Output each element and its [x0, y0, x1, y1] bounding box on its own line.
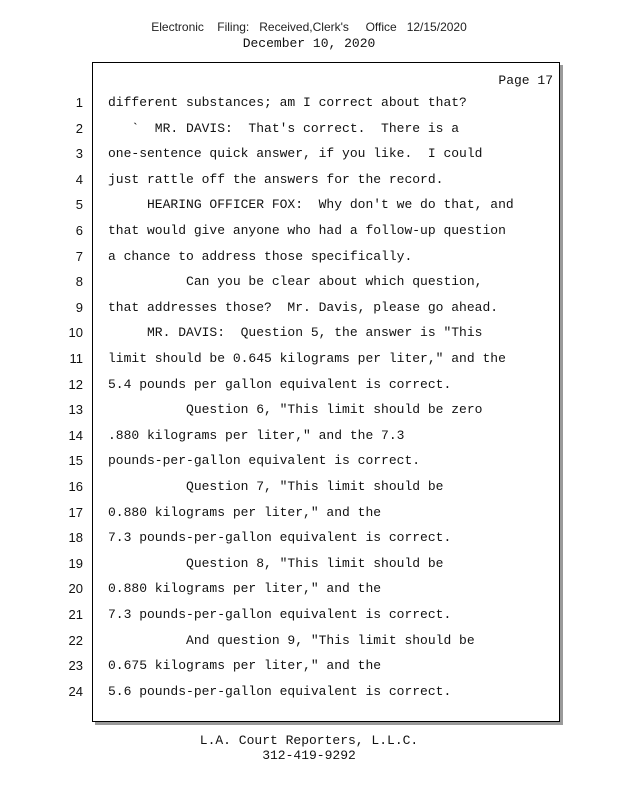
- line-number: 3: [75, 146, 83, 162]
- line-number: 20: [68, 581, 83, 597]
- transcript-line: [68, 683, 559, 706]
- line-number: 19: [68, 555, 83, 571]
- line-text: that would give anyone who had a follow-up question: [108, 223, 506, 238]
- line-text: 5.4 pounds per gallon equivalent is correct.: [108, 376, 452, 392]
- line-text: ` MR. DAVIS: That's correct. There is a: [108, 120, 460, 136]
- line-text: 5.6 pounds-per-gallon equivalent is correct.: [108, 683, 452, 699]
- transcript-line: [68, 658, 559, 680]
- line-number: 9: [75, 299, 83, 315]
- line-number: 14: [68, 427, 83, 443]
- transcript-line: [75, 197, 559, 219]
- line-number: 13: [68, 402, 83, 418]
- line-text: pounds-per-gallon equivalent is correct.: [108, 453, 421, 469]
- transcript-lines: [68, 63, 559, 721]
- line-number: 6: [75, 223, 83, 238]
- line-text: 0.880 kilograms per liter," and the: [108, 504, 382, 520]
- transcript-line: [68, 632, 559, 655]
- transcript-line: [75, 248, 559, 271]
- transcript-line: [68, 402, 559, 424]
- transcript-line: [75, 299, 559, 322]
- transcript-line: [75, 171, 559, 194]
- transcript-line: [68, 504, 559, 527]
- line-text: different substances; am I correct about that?: [108, 95, 467, 110]
- line-text: one-sentence quick answer, if you like. I could: [108, 146, 483, 162]
- line-number: 1: [75, 95, 83, 110]
- transcript-line: [68, 555, 559, 578]
- transcript-line: [68, 427, 559, 450]
- transcript-line: [75, 146, 559, 168]
- transcript-line: [68, 376, 559, 399]
- line-text: .880 kilograms per liter," and the 7.3: [108, 427, 405, 443]
- transcript-page: [68, 62, 560, 722]
- transcript-line: [68, 607, 559, 629]
- line-text: Can you be clear about which question,: [108, 274, 483, 290]
- line-number: 7: [75, 248, 83, 264]
- footer-phone: 312-419-9292: [262, 748, 356, 763]
- transcript-line: [75, 274, 559, 296]
- line-text: Question 8, "This limit should be: [108, 555, 444, 571]
- transcript-line: [75, 95, 559, 117]
- line-text: 0.880 kilograms per liter," and the: [108, 581, 382, 597]
- transcript-line: [69, 351, 559, 373]
- footer-company: L.A. Court Reporters, L.L.C.: [199, 733, 419, 748]
- transcript-line: [75, 120, 559, 143]
- line-text: HEARING OFFICER FOX: Why don't we do that, and: [108, 197, 514, 213]
- filing-stamp: Electronic Filing: Received,Clerk's Office 12/15/2020: [151, 20, 467, 34]
- line-number: 15: [68, 453, 83, 469]
- line-number: 5: [75, 197, 83, 213]
- line-text: just rattle off the answers for the record.: [108, 171, 444, 187]
- line-text: Question 7, "This limit should be: [108, 479, 444, 494]
- line-text: 7.3 pounds-per-gallon equivalent is correct.: [108, 607, 452, 622]
- line-number: 21: [68, 607, 83, 622]
- line-text: MR. DAVIS: Question 5, the answer is "This: [108, 325, 483, 341]
- line-number: 17: [68, 504, 83, 520]
- transcript-line: [68, 325, 559, 347]
- line-text: 0.675 kilograms per liter," and the: [108, 658, 382, 674]
- line-number: 4: [75, 171, 83, 187]
- line-number: 10: [68, 325, 83, 341]
- transcript-line: [68, 530, 559, 552]
- line-number: 2: [75, 120, 83, 136]
- transcript-line: [68, 581, 559, 603]
- line-number: 22: [68, 632, 83, 648]
- line-number: 16: [68, 479, 83, 494]
- line-number: 18: [68, 530, 83, 546]
- transcript-date: December 10, 2020: [242, 36, 376, 51]
- line-number: 8: [75, 274, 83, 290]
- line-text: that addresses those? Mr. Davis, please go ahead.: [108, 299, 499, 315]
- line-text: 7.3 pounds-per-gallon equivalent is correct.: [108, 530, 452, 546]
- line-text: Question 6, "This limit should be zero: [108, 402, 483, 418]
- line-number: 12: [68, 376, 83, 392]
- line-number: 11: [69, 351, 83, 366]
- page-number: Page 17: [498, 73, 553, 88]
- line-text: a chance to address those specifically.: [108, 248, 413, 264]
- transcript-line: [68, 479, 559, 501]
- line-number: 24: [68, 683, 83, 699]
- line-text: And question 9, "This limit should be: [108, 632, 475, 648]
- transcript-line: [75, 223, 559, 245]
- line-text: limit should be 0.645 kilograms per liter," and the: [108, 351, 506, 366]
- transcript-line: [68, 453, 559, 475]
- line-number: 23: [68, 658, 83, 674]
